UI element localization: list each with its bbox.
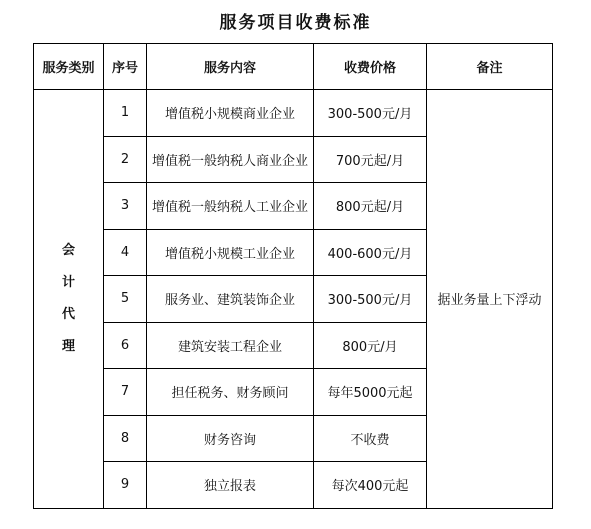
header-content: 服务内容 (147, 44, 314, 90)
row-price: 700元起/月 (314, 136, 427, 183)
row-price: 300-500元/月 (314, 276, 427, 323)
row-number: 6 (104, 322, 147, 369)
category-cell (34, 90, 104, 509)
category-char: 会 (61, 242, 75, 258)
row-number: 7 (104, 369, 147, 416)
header-number: 序号 (104, 44, 147, 90)
header-category: 服务类别 (34, 44, 104, 90)
row-number: 8 (104, 415, 147, 462)
category-char: 理 (61, 338, 75, 354)
row-content: 增值税一般纳税人商业企业 (147, 136, 314, 183)
fee-table (33, 43, 553, 509)
row-number: 1 (104, 90, 147, 137)
row-content: 增值税一般纳税人工业企业 (147, 183, 314, 230)
row-price: 800元起/月 (314, 183, 427, 230)
row-price: 不收费 (314, 415, 427, 462)
row-content: 增值税小规模工业企业 (147, 229, 314, 276)
table-header-row (34, 44, 553, 90)
row-content: 独立报表 (147, 462, 314, 509)
document-title: 服务项目收费标准 (219, 13, 372, 33)
row-content: 财务咨询 (147, 415, 314, 462)
remark-cell: 据业务量上下浮动 (427, 90, 553, 509)
row-number: 9 (104, 462, 147, 509)
row-content: 增值税小规模商业企业 (147, 90, 314, 137)
row-number: 3 (104, 183, 147, 230)
row-content: 建筑安装工程企业 (147, 322, 314, 369)
category-char: 计 (61, 274, 75, 290)
row-price: 400-600元/月 (314, 229, 427, 276)
row-content: 服务业、建筑装饰企业 (147, 276, 314, 323)
row-price: 每次400元起 (314, 462, 427, 509)
row-price: 300-500元/月 (314, 90, 427, 137)
row-price: 每年5000元起 (314, 369, 427, 416)
header-price: 收费价格 (314, 44, 427, 90)
row-content: 担任税务、财务顾问 (147, 369, 314, 416)
header-remark: 备注 (427, 44, 553, 90)
row-number: 5 (104, 276, 147, 323)
table-row (34, 90, 553, 137)
row-number: 2 (104, 136, 147, 183)
category-char: 代 (61, 306, 75, 322)
row-price: 800元/月 (314, 322, 427, 369)
row-number: 4 (104, 229, 147, 276)
